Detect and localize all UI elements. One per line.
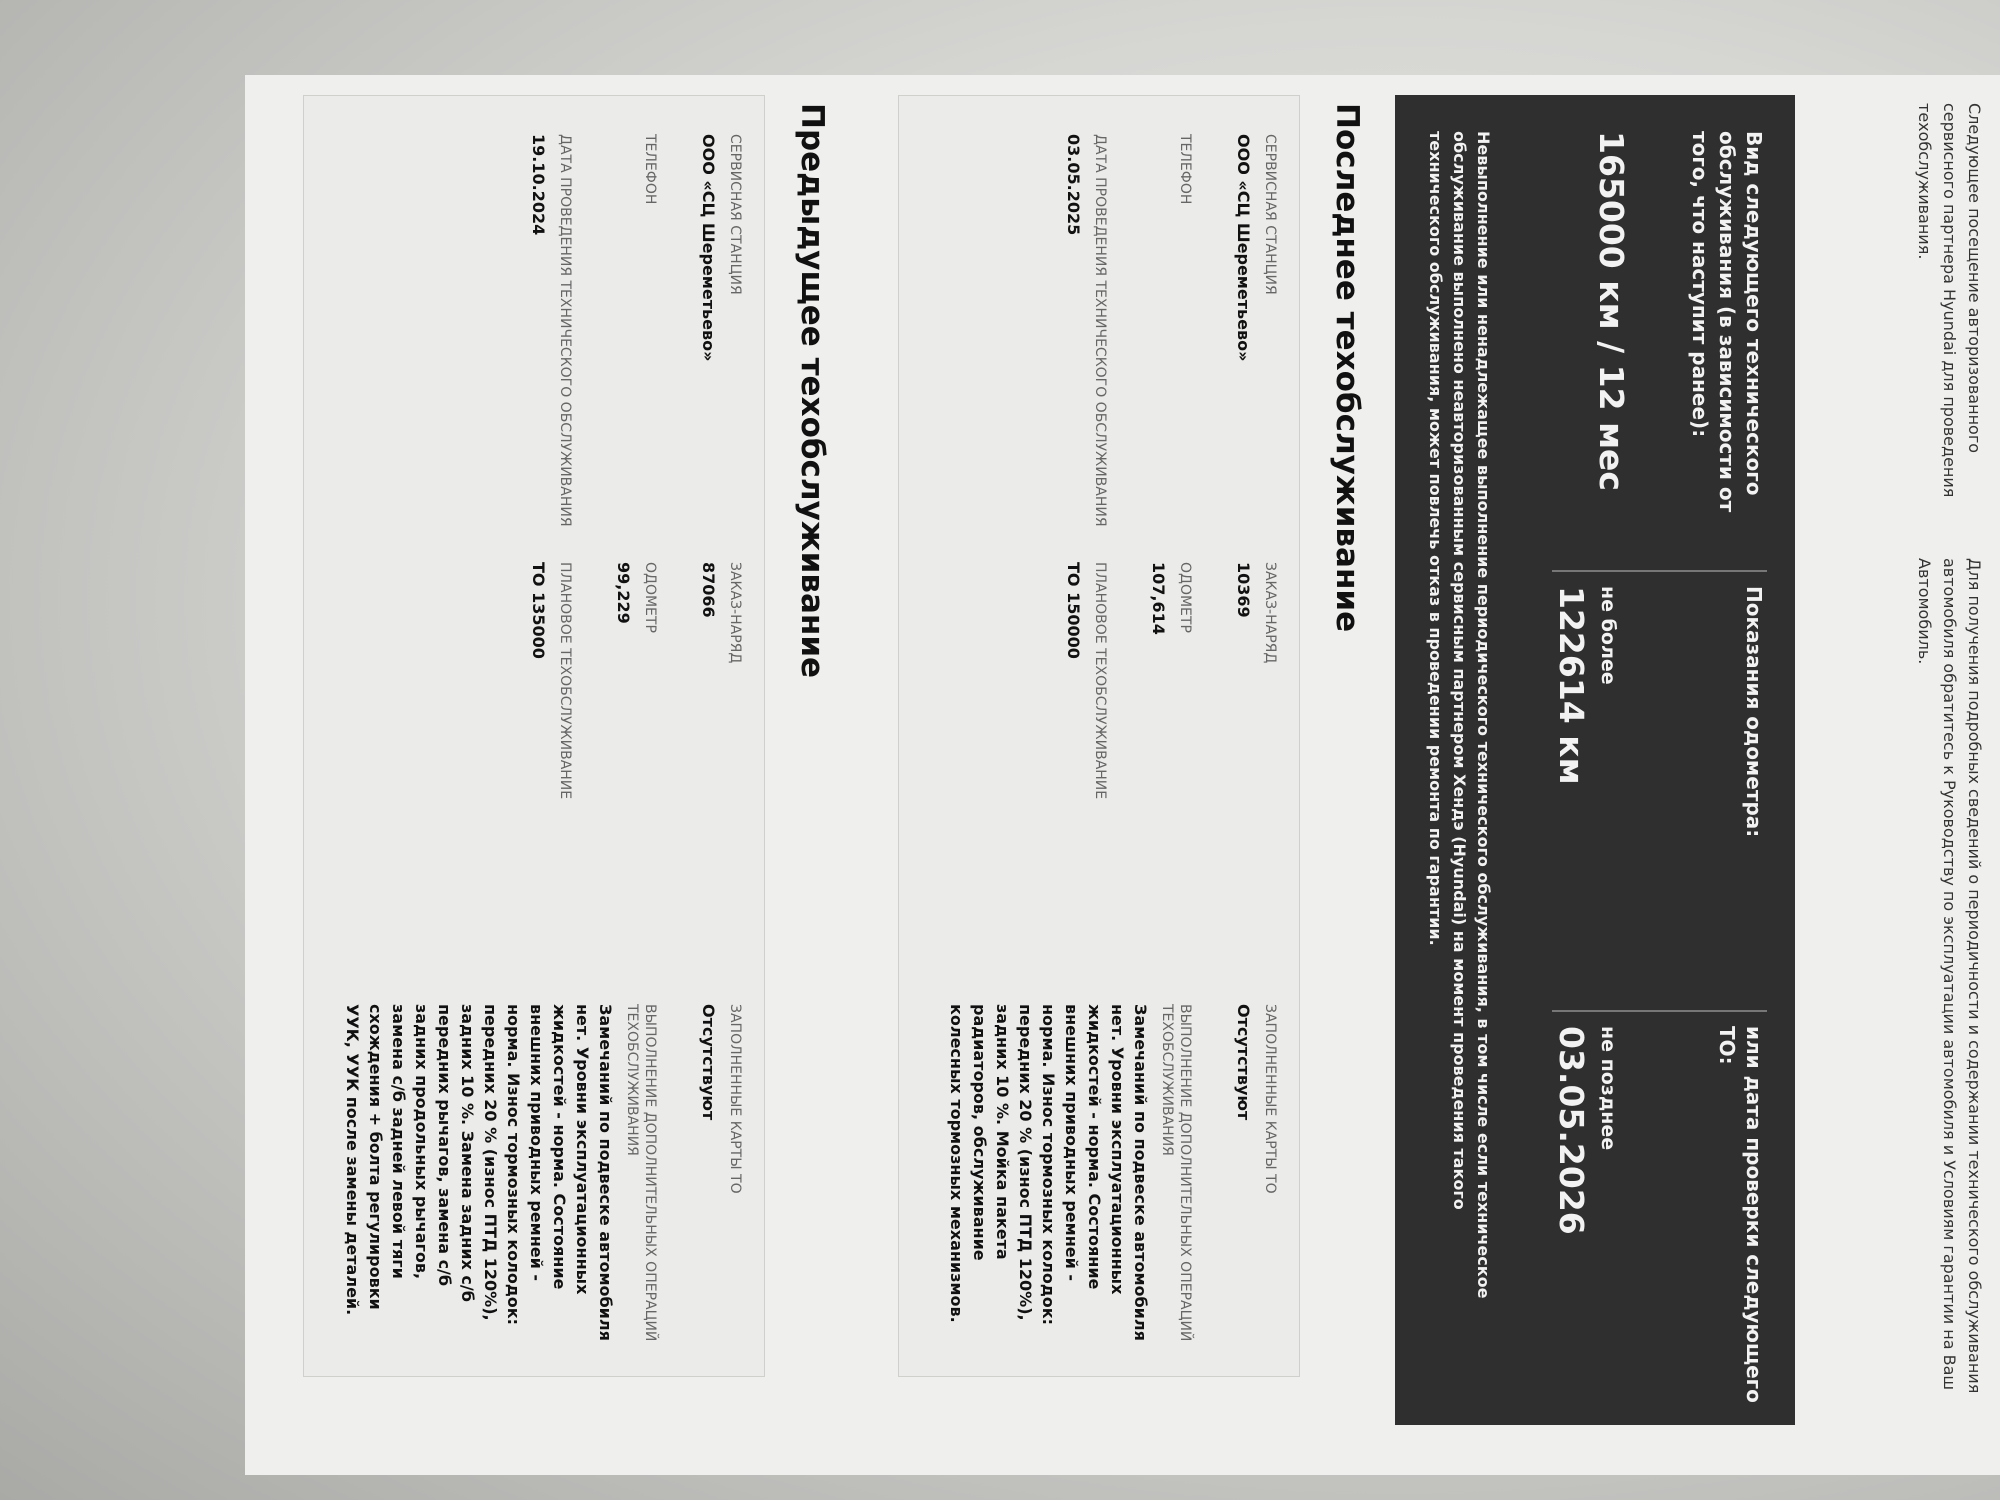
last-planned-value: ТО 150000 (1064, 562, 1083, 659)
next-service-date (1552, 1010, 1767, 1421)
last-service-title: Последнее техобслуживание (1329, 103, 1365, 633)
service-history-page (245, 75, 2000, 1475)
last-extra-ops-value: Замечаний по подвеске автомобиля нет. Уровни эксплуатационных жидкостей - норма. Состояние внешних приводных ремней - норма. Износ тормозных колодок: передних 20 % (износ ПТД 120%), задних 10 %. Мойка пакета радиаторов, обслуживание колесных тормозных механизмов. (947, 1004, 1150, 1341)
prev-cards-field (697, 1004, 744, 1344)
prev-order-field (697, 562, 744, 962)
prev-cards-label: ЗАПОЛНЕННЫЕ КАРТЫ ТО (727, 1004, 743, 1194)
last-extra-ops-label: ВЫПОЛНЕНИЕ ДОПОЛНИТЕЛЬНЫХ ОПЕРАЦИЙ ТЕХОБСЛУЖИВАНИЯ (1159, 1004, 1193, 1342)
prev-extra-ops-label: ВЫПОЛНЕНИЕ ДОПОЛНИТЕЛЬНЫХ ОПЕРАЦИЙ ТЕХОБСЛУЖИВАНИЯ (624, 1004, 658, 1342)
last-order-value: 10369 (1234, 562, 1253, 618)
last-order-field (1232, 562, 1279, 962)
prev-cards-value: Отсутствуют (699, 1004, 718, 1121)
last-date-value: 03.05.2025 (1064, 134, 1083, 236)
last-cards-label: ЗАПОЛНЕННЫЕ КАРТЫ ТО (1262, 1004, 1278, 1194)
next-service-odometer-sub: не более (1597, 586, 1619, 685)
intro-next-visit-text: Следующее посещение авторизованного сервисного партнера Hyundai для проведения техобслуживания. (1915, 103, 1984, 498)
prev-odometer-field (612, 562, 659, 962)
next-service-date-value: 03.05.2026 (1552, 1026, 1591, 1235)
prev-extra-ops-field (341, 1004, 659, 1344)
last-extra-ops-field (945, 1004, 1194, 1344)
prev-station-value: ООО «СЦ Шереметьево» (699, 134, 718, 362)
prev-service-title: Предыдущее техобслуживание (794, 103, 830, 679)
prev-planned-value: ТО 135000 (529, 562, 548, 659)
last-date-field (1062, 134, 1109, 534)
last-phone-label: ТЕЛЕФОН (1177, 134, 1193, 205)
next-service-type-label: Вид следующего технического обслуживания (в зависимости от того, что наступит ранее): (1688, 131, 1766, 513)
last-cards-value: Отсутствуют (1234, 1004, 1253, 1121)
last-planned-field (1062, 562, 1109, 962)
last-odometer-field (1147, 562, 1194, 962)
last-phone-field (1176, 134, 1194, 534)
last-order-label: ЗАКАЗ-НАРЯД (1262, 562, 1278, 664)
prev-odometer-value: 99,229 (614, 562, 633, 624)
next-service-panel (1395, 95, 1795, 1425)
next-service-odometer-value: 122614 км (1552, 586, 1591, 785)
last-service-card (898, 95, 1300, 1377)
prev-date-label: ДАТА ПРОВЕДЕНИЯ ТЕХНИЧЕСКОГО ОБСЛУЖИВАНИЯ (557, 134, 573, 527)
last-station-label: СЕРВИСНАЯ СТАНЦИЯ (1262, 134, 1278, 295)
next-service-odometer (1552, 570, 1767, 981)
prev-station-field (697, 134, 744, 534)
prev-order-value: 87066 (699, 562, 718, 618)
prev-phone-label: ТЕЛЕФОН (642, 134, 658, 205)
last-cards-field (1232, 1004, 1279, 1344)
next-service-type-value: 165000 км / 12 мес (1592, 131, 1631, 491)
prev-planned-label: ПЛАНОВОЕ ТЕХОБСЛУЖИВАНИЕ (557, 562, 573, 800)
last-date-label: ДАТА ПРОВЕДЕНИЯ ТЕХНИЧЕСКОГО ОБСЛУЖИВАНИЯ (1092, 134, 1108, 527)
prev-station-label: СЕРВИСНАЯ СТАНЦИЯ (727, 134, 743, 295)
prev-planned-field (527, 562, 574, 962)
prev-service-card (303, 95, 765, 1377)
next-service-date-label: или дата проверки следующего ТО: (1715, 1026, 1766, 1403)
next-service-type (1592, 131, 1767, 526)
last-station-field (1232, 134, 1279, 534)
intro-manual-reference-text: Для получения подробных сведений о периодичности и содержании технического обслуживания автомобиля обратитесь к Руководству по эксплуатации автомобиля и Условиям гарантии на Ваш Автомобиль. (1915, 558, 1984, 1394)
prev-phone-field (641, 134, 659, 534)
next-service-date-sub: не позднее (1597, 1026, 1619, 1151)
last-odometer-value: 107,614 (1149, 562, 1168, 635)
intro-block (1822, 103, 1987, 1445)
prev-odometer-label: ОДОМЕТР (642, 562, 658, 633)
prev-order-label: ЗАКАЗ-НАРЯД (727, 562, 743, 664)
next-service-odometer-label: Показания одометра: (1742, 586, 1766, 838)
last-planned-label: ПЛАНОВОЕ ТЕХОБСЛУЖИВАНИЕ (1092, 562, 1108, 800)
rotated-document-wrapper (245, 75, 2000, 1475)
last-odometer-label: ОДОМЕТР (1177, 562, 1193, 633)
warranty-warning: Невыполнение или ненадлежащее выполнение периодического технического обслуживания, в том числе если техническое обслуживание выполнено неавторизованным сервисным партнером Хендэ (Hyundai) на момент проведения такого технического обслуживания, может повлечь отказ в проведении ремонта по гарантии. (1426, 131, 1493, 1299)
prev-date-field (527, 134, 574, 534)
prev-extra-ops-value: Замечаний по подвеске автомобиля нет. Уровни эксплуатационных жидкостей - норма. Состояние внешних приводных ремней - норма. Износ тормозных колодок: передних 20 % (износ ПТД 120%), задних 10 %. Замена задних с/б передних рычагов, замена с/б задних продольных рычагов, замена с/б задней левой тяги схождения + болта регулировки УУК, УУК после замены деталей. (343, 1004, 615, 1341)
last-station-value: ООО «СЦ Шереметьево» (1234, 134, 1253, 362)
prev-date-value: 19.10.2024 (529, 134, 548, 236)
